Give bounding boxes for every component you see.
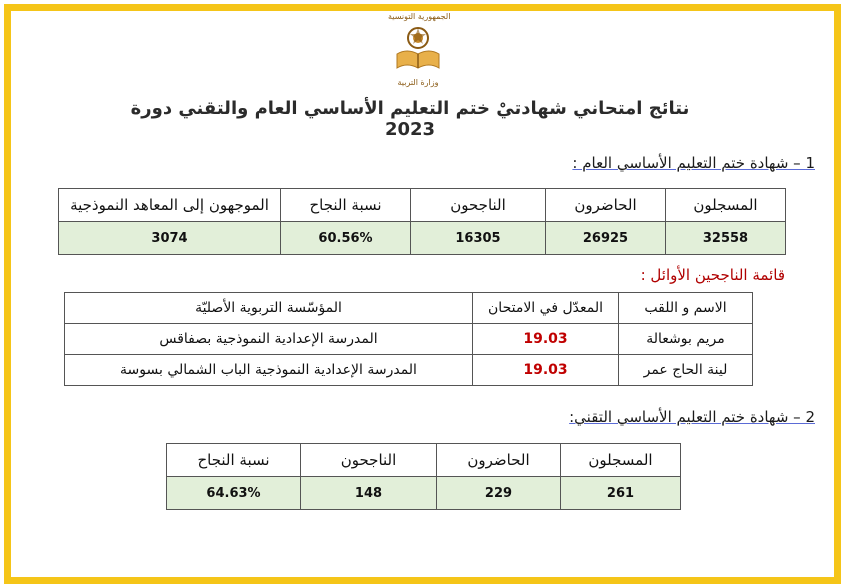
col-present: الحاضرون <box>546 189 666 222</box>
laureates-table <box>64 292 753 386</box>
laureate-school: المدرسة الإعدادية النموذجية الباب الشمالي بسوسة <box>65 355 473 386</box>
col-success-rate: نسبة النجاح <box>281 189 411 222</box>
logo-bottom-text: وزارة التربية <box>397 78 439 87</box>
page-title: نتائج امتحاني شهادتيْ ختم التعليم الأساسي العام والتقني دورة 2023 <box>130 98 690 140</box>
value-registered: 261 <box>561 477 681 510</box>
table-row <box>65 355 753 386</box>
col-passed: الناجحون <box>411 189 546 222</box>
laureate-name: مريم بوشعالة <box>619 324 753 355</box>
value-success-rate: 60.56% <box>281 222 411 255</box>
value-success-rate: 64.63% <box>167 477 301 510</box>
value-present: 229 <box>437 477 561 510</box>
value-registered: 32558 <box>666 222 786 255</box>
ministry-logo <box>388 12 451 87</box>
logo-top-text: الجمهورية التونسية <box>388 12 451 21</box>
laureate-school: المدرسة الإعدادية النموذجية بصفاقس <box>65 324 473 355</box>
emblem-icon <box>393 22 443 74</box>
table-row <box>65 324 753 355</box>
col-school: المؤسّسة التربوية الأصليّة <box>65 293 473 324</box>
laureate-grade: 19.03 <box>473 355 619 386</box>
value-oriented-pilot: 3074 <box>59 222 281 255</box>
section2-title: 2 – شهادة ختم التعليم الأساسي التقني: <box>569 408 815 426</box>
value-present: 26925 <box>546 222 666 255</box>
general-stats-table <box>58 188 786 255</box>
col-success-rate: نسبة النجاح <box>167 444 301 477</box>
col-present: الحاضرون <box>437 444 561 477</box>
section1-title: 1 – شهادة ختم التعليم الأساسي العام : <box>572 154 815 172</box>
value-passed: 148 <box>301 477 437 510</box>
laureate-grade: 19.03 <box>473 324 619 355</box>
col-passed: الناجحون <box>301 444 437 477</box>
col-name: الاسم و اللقب <box>619 293 753 324</box>
laureate-name: لينة الحاج عمر <box>619 355 753 386</box>
col-registered: المسجلون <box>666 189 786 222</box>
col-oriented-pilot: الموجهون إلى المعاهد النموذجية <box>59 189 281 222</box>
technical-stats-table <box>166 443 681 510</box>
col-registered: المسجلون <box>561 444 681 477</box>
value-passed: 16305 <box>411 222 546 255</box>
col-grade: المعدّل في الامتحان <box>473 293 619 324</box>
laureates-title: قائمة الناجحين الأوائل : <box>640 266 785 284</box>
